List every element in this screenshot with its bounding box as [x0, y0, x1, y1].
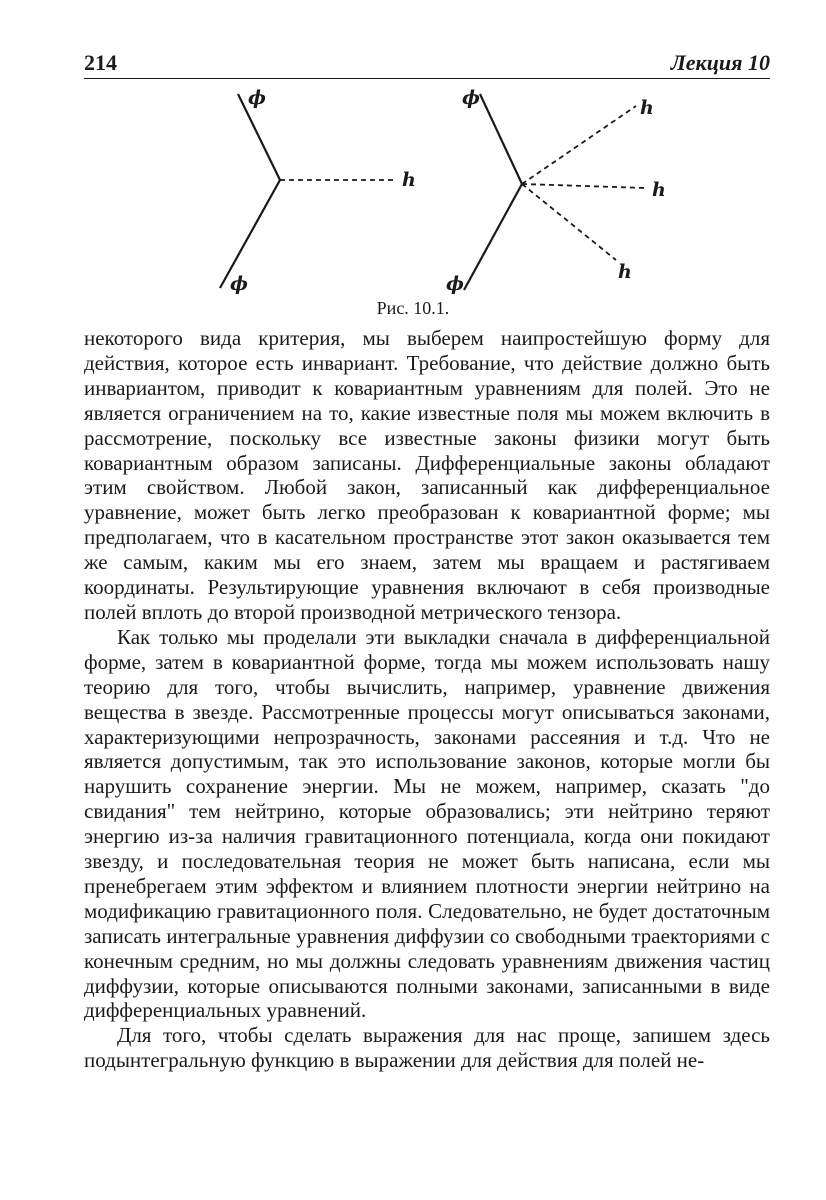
paragraph-integrand: Для того, чтобы сделать выражения для нас проще, запишем здесь подынтегральную функцию в выражении для действия для полей не-: [84, 1023, 770, 1073]
figure-caption: Рис. 10.1.: [376, 298, 450, 318]
right-phi-lower-line: [464, 184, 522, 290]
running-head: Лекция 10: [670, 50, 770, 75]
left-vertex-diagram: [220, 87, 416, 295]
figure-10-1: [190, 84, 690, 299]
right-h-middle-label: h: [652, 179, 666, 201]
body-text: [84, 326, 770, 1073]
left-h-label: h: [402, 169, 416, 191]
left-top-phi-label: ϕ: [248, 87, 266, 109]
page-number: 214: [84, 50, 117, 75]
right-h-lower-dashed-line: [522, 184, 616, 260]
right-h-lower-label: h: [618, 261, 632, 283]
right-vertex-diagram: [446, 87, 666, 295]
page-header: [84, 44, 770, 79]
right-phi-upper-line: [480, 94, 522, 184]
right-h-upper-label: h: [640, 97, 654, 119]
left-bottom-phi-label: ϕ: [230, 273, 248, 295]
right-h-upper-dashed-line: [522, 106, 636, 184]
left-phi-lower-line: [220, 180, 280, 288]
right-top-phi-label: ϕ: [462, 87, 480, 109]
right-bottom-phi-label: ϕ: [446, 273, 464, 295]
right-h-middle-dashed-line: [522, 184, 646, 188]
paragraph-continuation: некоторого вида критерия, мы выберем наипростейшую форму для действия, которое есть инвариант. Требование, что действие должно быть инвариантом, приводит к ковариантным уравнениям для полей. Это не является ограничением на то, какие известные поля мы можем включить в рассмотрение, поскольку все известные законы физики могут быть ковариантным образом записаны. Дифференциальные законы обладают этим свойством. Любой закон, записанный как дифференциальное уравнение, может быть легко преобразован к ковариантной форме; мы предполагаем, что в касательном пространстве этот закон оказывается тем же самым, каким мы его знаем, затем мы вращаем и растягиваем координаты. Результирующие уравнения включают в себя производные полей вплоть до второй производной метрического тензора.: [84, 326, 770, 624]
paragraph-neutrino: Как только мы проделали эти выкладки сначала в дифференциальной форме, затем в ковариантной форме, тогда мы можем использовать нашу теорию для того, чтобы вычислить, например, уравнение движения вещества в звезде. Рассмотренные процессы могут описываться законами, характеризующими непрозрачность, законами рассеяния и т.д. Что не является допустимым, так это использование законов, которые могли бы нарушить сохранение энергии. Мы не можем, например, сказать "до свидания" тем нейтрино, которые образовались; эти нейтрино теряют энергию из-за наличия гравитационного потенциала, когда они покидают звезду, и последовательная теория не может быть написана, если мы пренебрегаем этим эффектом и влиянием плотности энергии нейтрино на модификацию гравитационного поля. Следовательно, не будет достаточным записать интегральные уравнения диффузии со свободными траекториями с конечным средним, но мы должны следовать уравнениям движения частиц диффузии, которые описываются полными законами, записанными в виде дифференциальных уравнений.: [84, 624, 770, 1023]
vertex-diagrams: [190, 84, 690, 299]
